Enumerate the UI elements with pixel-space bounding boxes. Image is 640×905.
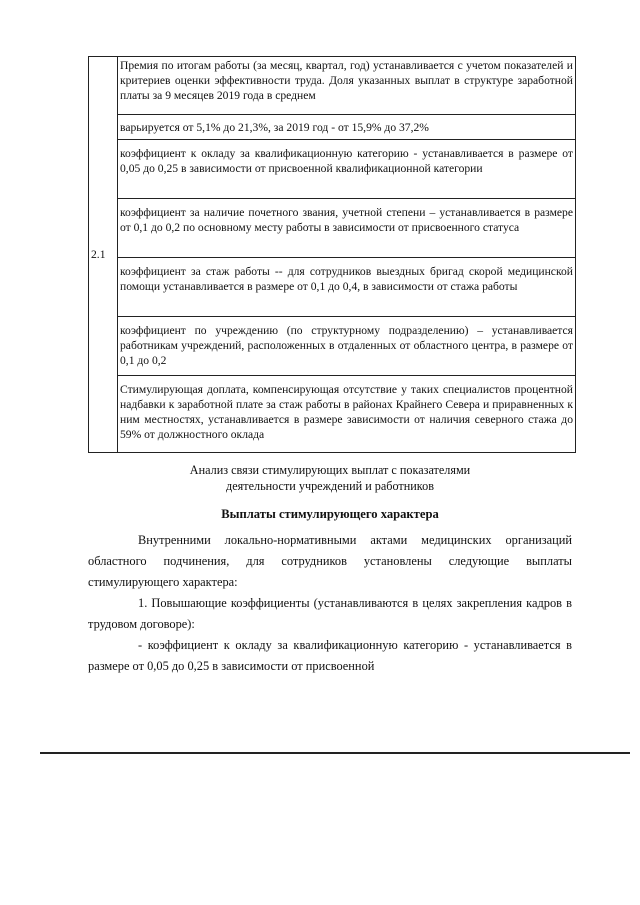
table-cell-northern-bonus: Стимулирующая доплата, компенсирующая отсутствие у таких специалистов процентной надбавки к заработной плате за стаж работы в районах Крайнего Севера и приравненных к ним местностях, устанавливается в размере зависимости от наличия северного стажа до 59% от должностного оклада — [118, 376, 576, 453]
paragraph-qualification: - коэффициент к окладу за квалификационную категорию - устанавливается в размере от 0,05 до 0,25 в зависимости от присвоенной — [88, 638, 572, 673]
table-row — [89, 317, 576, 376]
payments-table — [88, 56, 576, 453]
page-divider — [40, 752, 630, 754]
analysis-line-1: Анализ связи стимулирующих выплат с показателями — [189, 463, 471, 477]
table-cell-institution: коэффициент по учреждению (по структурному подразделению) – устанавливается работникам учреждений, расположенных в отдаленных от областного центра, в размере от 0,1 до 0,2 — [118, 317, 576, 376]
table-cell-prize: Премия по итогам работы (за месяц, квартал, год) устанавливается с учетом показателей и критериев оценки эффективности труда. Доля указанных выплат в структуре заработной платы за 9 месяцев 2019 года в среднем — [118, 57, 576, 115]
table-cell-qualification: коэффициент к окладу за квалификационную категорию - устанавливается в размере от 0,05 до 0,25 в зависимости от присвоенной квалификационной категории — [118, 140, 576, 199]
table-row — [89, 140, 576, 199]
table-cell-range: варьируется от 5,1% до 21,3%, за 2019 год - от 15,9% до 37,2% — [118, 115, 576, 140]
table-row — [89, 199, 576, 258]
section-heading: Выплаты стимулирующего характера — [221, 507, 439, 521]
analysis-caption — [150, 462, 510, 494]
paragraph-intro: Внутренними локально-нормативными актами медицинских организаций областного подчинения, для сотрудников установлены следующие выплаты стимулирующего характера: — [88, 533, 572, 589]
table-cell-honorary-title: коэффициент за наличие почетного звания, учетной степени – устанавливается в размере от 0,1 до 0,2 по основному месту работы в зависимости от присвоенного статуса — [118, 199, 576, 258]
table-row — [89, 376, 576, 453]
body-text — [88, 530, 572, 677]
list-item-coefficients: 1. Повышающие коэффициенты (устанавливаются в целях закрепления кадров в трудовом договоре): — [88, 596, 572, 631]
table-cell-seniority: коэффициент за стаж работы -- для сотрудников выездных бригад скорой медицинской помощи устанавливается в размере от 0,1 до 0,4, в зависимости от стажа работы — [118, 258, 576, 317]
table-row — [89, 258, 576, 317]
row-number: 2.1 — [89, 57, 118, 453]
table-row — [89, 115, 576, 140]
analysis-line-2: деятельности учреждений и работников — [226, 479, 434, 493]
table-row — [89, 57, 576, 115]
